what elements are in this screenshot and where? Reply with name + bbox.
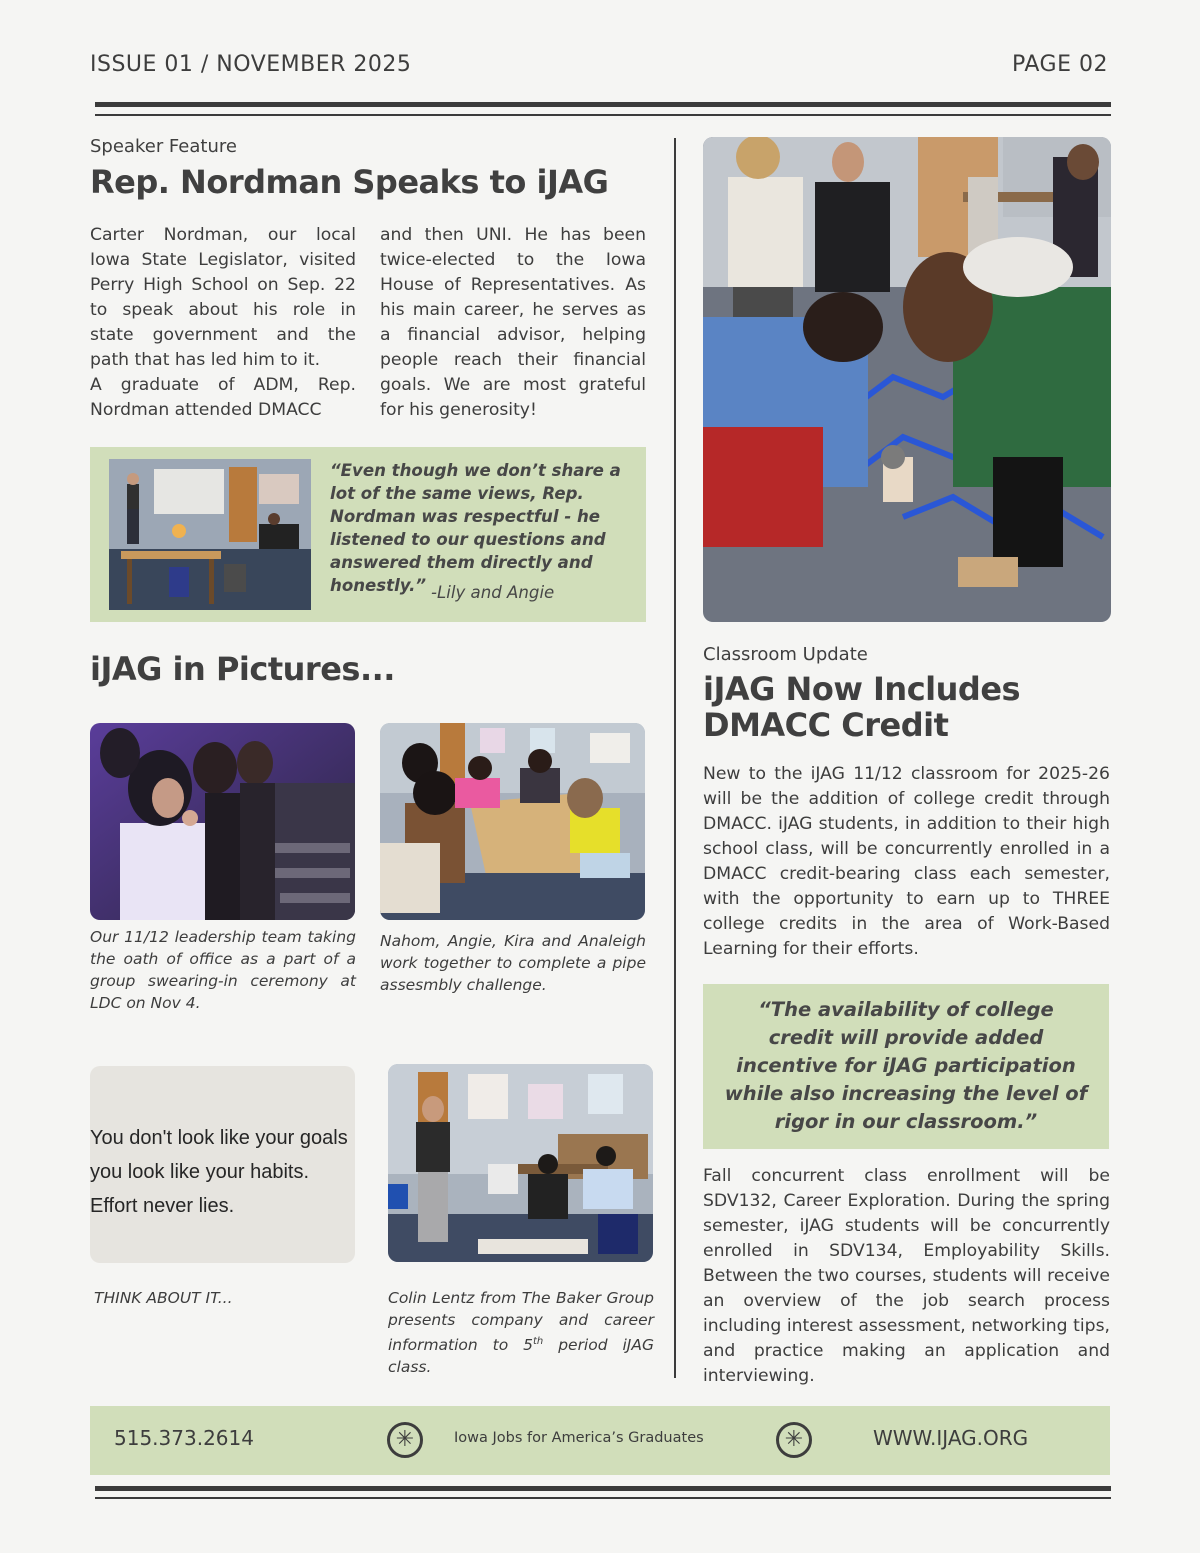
think-caption: THINK ABOUT IT... xyxy=(94,1289,233,1307)
speaker-quote: “Even though we don’t share a lot of the same views, Rep. Nordman was respectful - he listened to our questions and answered them directly and honestly.” xyxy=(330,461,621,595)
nordman-classroom-photo xyxy=(109,459,311,610)
classroom-headline-line2: DMACC Credit xyxy=(703,706,949,744)
classroom-headline xyxy=(703,671,1020,743)
footer-org: Iowa Jobs for America’s Graduates xyxy=(454,1430,704,1446)
speaker-col1-text: Carter Nordman, our local Iowa State Legislator, visited Perry High School on Sep. 22 to speak about his role in state government and the path that has led him to it. xyxy=(90,225,356,370)
note-text xyxy=(90,1121,348,1223)
presentation-caption-end: period iJAG class. xyxy=(388,1336,654,1377)
speaker-column-1 xyxy=(90,223,356,423)
speaker-quote-box xyxy=(90,447,646,622)
note-line-2: you look like your habits. xyxy=(90,1161,310,1183)
pipe-challenge-photo xyxy=(380,723,645,920)
presentation-photo xyxy=(388,1064,653,1262)
presentation-caption xyxy=(388,1287,654,1378)
classroom-paragraph-2: Fall concurrent class enrollment will be SDV132, Career Exploration. During the spring semester, iJAG students will be concurrently enrolled in SDV134, Employability Skills. Between the two courses, students will receive an overview of the job search process including interest assessment, networking tips, and practice making an application and interviewing. xyxy=(703,1166,1110,1386)
page-number: PAGE 02 xyxy=(1012,52,1108,77)
presentation-caption-sup: th xyxy=(533,1336,544,1347)
oath-ceremony-photo xyxy=(90,723,355,920)
note-line-3: Effort never lies. xyxy=(90,1195,235,1217)
motivational-note-photo xyxy=(90,1066,355,1263)
oath-caption: Our 11/12 leadership team taking the oath of office as a part of a group swearing-in ceremony at LDC on Nov 4. xyxy=(90,928,356,1012)
footer-rule-thin xyxy=(95,1497,1111,1499)
classroom-kicker: Classroom Update xyxy=(703,644,868,665)
presentation-caption-main: Colin Lentz from The Baker Group presents company and career information to 5 xyxy=(388,1289,654,1355)
classroom-headline-line1: iJAG Now Includes xyxy=(703,670,1021,708)
pictures-headline: iJAG in Pictures... xyxy=(90,650,395,688)
footer-phone: 515.373.2614 xyxy=(114,1426,254,1450)
pipe-caption: Nahom, Angie, Kira and Analeigh work together to complete a pipe assesmbly challenge. xyxy=(380,932,646,994)
speaker-kicker: Speaker Feature xyxy=(90,136,237,157)
speaker-headline: Rep. Nordman Speaks to iJAG xyxy=(90,163,609,201)
asterisk-icon-2: ✳ xyxy=(776,1422,812,1458)
footer-website: WWW.IJAG.ORG xyxy=(873,1426,1029,1450)
footer-rule-thick xyxy=(95,1486,1111,1491)
speaker-col1b-text: A graduate of ADM, Rep. Nordman attended DMACC xyxy=(90,375,356,420)
note-line-1: You don't look like your goals xyxy=(90,1127,348,1149)
speaker-column-2: and then UNI. He has been twice-elected to the Iowa House of Representatives. As his main career, he serves as a financial advisor, helping people reach their financial goals. We are most grateful for his generosity! xyxy=(380,225,646,420)
issue-label: ISSUE 01 / NOVEMBER 2025 xyxy=(90,52,412,77)
classroom-quote-box xyxy=(703,984,1109,1149)
column-divider xyxy=(674,138,676,1378)
header-rule-thin xyxy=(95,114,1111,116)
speaker-quote-attribution: -Lily and Angie xyxy=(431,583,555,602)
asterisk-icon: ✳ xyxy=(387,1422,423,1458)
classroom-paragraph-1: New to the iJAG 11/12 classroom for 2025-26 will be the addition of college credit through DMACC. iJAG students, in addition to their high school class, will be concurrently enrolled in a DMACC credit-bearing class each semester, with the opportunity to earn up to THREE college credits in the area of Work-Based Learning for their efforts. xyxy=(703,764,1110,959)
pipe-floor-photo xyxy=(703,137,1111,622)
header-rule-thick xyxy=(95,102,1111,107)
classroom-quote: “The availability of college credit will provide added incentive for iJAG participation while also increasing the level of rigor in our classroom.” xyxy=(724,998,1088,1133)
